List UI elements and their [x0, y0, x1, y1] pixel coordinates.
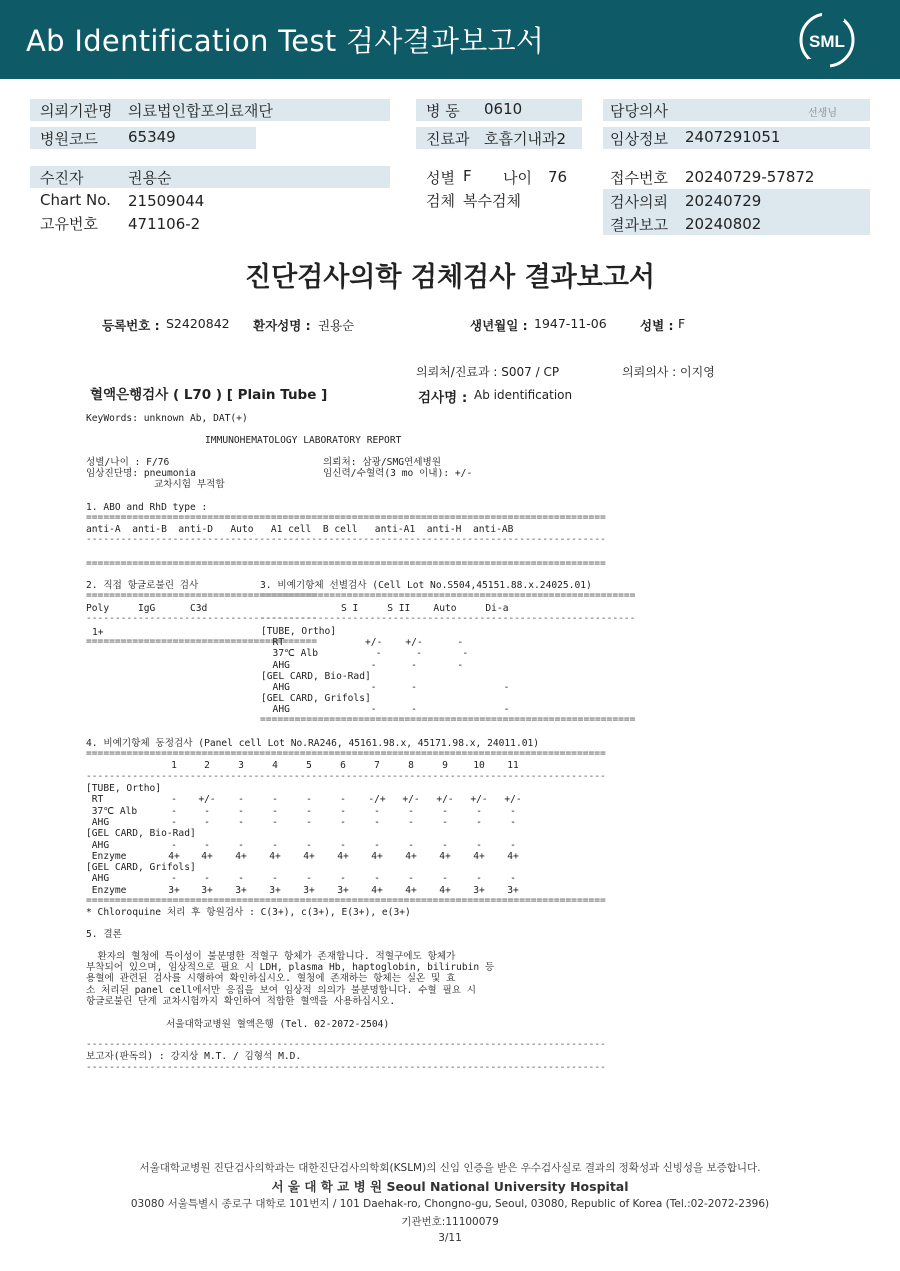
report-value: 20240802 [685, 215, 762, 233]
reg-value: S2420842 [166, 316, 230, 331]
panel-row-label: 37℃ Alb [86, 805, 138, 817]
conclusion-line: 항글로불린 단계 교차시험까지 확인하여 적합한 혈액을 사용하십시오. [86, 995, 396, 1007]
panel-column-header: 11 [507, 760, 519, 771]
test-name-value: Ab identification [474, 388, 573, 402]
panel-column-header: 2 [204, 760, 210, 771]
panel-cell: -/+ [368, 794, 386, 806]
sml-logo-icon [798, 11, 856, 69]
sex2-label: 성별 : [640, 318, 674, 333]
panel-cell: 4+ [507, 850, 519, 862]
chart-label: Chart No. [40, 191, 111, 209]
panel-row-label: Enzyme [86, 850, 127, 862]
panel-column-header: 7 [374, 760, 380, 771]
s3-row: [TUBE, Ortho] [261, 626, 337, 637]
panel-row-label: [GEL CARD, Grifols] [86, 862, 196, 874]
panel-cell: - [272, 816, 278, 828]
uid-label: 고유번호 [40, 215, 98, 233]
panel-row-label: RT [86, 794, 104, 806]
footer-hospital: 서 울 대 학 교 병 원 Seoul National University Hospital [271, 1179, 629, 1194]
rule: ------------------------------------------------------------------------------------------ [86, 771, 606, 782]
s3-row: RT +/- +/- - [261, 637, 464, 649]
s5-title: 5. 결론 [86, 929, 122, 940]
panel-cell: - [272, 805, 278, 817]
panel-cell: - [204, 816, 210, 828]
diagnosis: 임상진단명: pneumonia [86, 468, 196, 479]
dept-value: 호흡기내과2 [484, 130, 566, 148]
lab-title: IMMUNOHEMATOLOGY LABORATORY REPORT [205, 435, 402, 446]
panel-cell: - [476, 816, 482, 828]
panel-column-header: 8 [408, 760, 414, 771]
panel-cell: - [171, 873, 177, 885]
panel-column-header: 4 [272, 760, 278, 771]
panel-cell: - [171, 839, 177, 851]
s3-row: [GEL CARD, Bio-Rad] [261, 670, 371, 682]
s3-row: AHG - - - [261, 659, 464, 671]
uid-value: 471106-2 [128, 215, 201, 233]
page-title: Ab Identification Test 검사결과보고서 [26, 24, 545, 58]
rule: ========================================================================================== [86, 558, 606, 569]
panel-cell: - [374, 839, 380, 851]
footer-cert: 서울대학교병원 진단검사의학과는 대한진단검사의학회(KSLM)의 신임 인증을 받은 우수검사실로 결과의 정확성과 신빙성을 보증합니다. [139, 1162, 761, 1174]
panel-cell: +/- [470, 794, 488, 806]
dob-value: 1947-11-06 [534, 316, 607, 331]
panel-cell: - [510, 805, 516, 817]
doctor-suffix: 선생님 [808, 108, 837, 119]
rule: ------------------------------------------------------------------------------------------ [86, 1039, 606, 1050]
panel-cell: - [340, 794, 346, 806]
panel-cell: - [340, 873, 346, 885]
panel-cell: - [408, 805, 414, 817]
panel-cell: - [374, 873, 380, 885]
panel-cell: - [340, 839, 346, 851]
panel-cell: 4+ [439, 884, 451, 896]
panel-cell: - [306, 816, 312, 828]
panel-cell: - [306, 805, 312, 817]
panel-cell: - [408, 816, 414, 828]
conclusion-line: 환자의 혈청에 특이성이 불분명한 적혈구 항체가 존재합니다. 적혈구에도 항체가 [86, 951, 456, 962]
hosp-code-value: 65349 [128, 128, 176, 146]
s3-row: 37℃ Alb - - - [261, 648, 469, 660]
request-value: 20240729 [685, 192, 762, 210]
reporter: 보고자(판독의) : 강지상 M.T. / 김형석 M.D. [86, 1051, 302, 1062]
panel-cell: - [171, 794, 177, 806]
specimen-value: 복수검체 [463, 192, 521, 210]
patient-value: 권용순 [128, 169, 172, 187]
panel-cell: +/- [402, 794, 420, 806]
panel-cell: - [476, 839, 482, 851]
blood-bank: 서울대학교병원 혈액은행 (Tel. 02-2072-2504) [166, 1019, 390, 1030]
s4-title: 4. 비예기항체 동정검사 (Panel cell Lot No.RA246, 45161.98.x, 45171.98.x, 24011.01) [86, 738, 540, 749]
panel-cell: 4+ [405, 850, 417, 862]
panel-cell: 3+ [201, 884, 213, 896]
panel-row-label: [GEL CARD, Bio-Rad] [86, 828, 196, 840]
panel-row-label: Enzyme [86, 884, 127, 896]
ref-doctor: 의뢰의사 : 이지영 [622, 365, 715, 379]
s1-header: anti-A anti-B anti-D Auto A1 cell B cell anti-A1 anti-H anti-AB [86, 524, 514, 535]
crossmatch: 교차시험 부적합 [154, 479, 225, 490]
sex-age: 성별/나이 : F/76 [86, 457, 170, 468]
rule: ----------------------------------------------------------------- [260, 613, 636, 624]
chart-value: 21509044 [128, 192, 205, 210]
panel-cell: 4+ [168, 850, 180, 862]
clinical-value: 2407291051 [685, 128, 781, 146]
panel-cell: - [204, 805, 210, 817]
patient-label: 수진자 [40, 169, 84, 187]
rule: ======================================== [86, 590, 318, 601]
panel-cell: 4+ [303, 850, 315, 862]
panel-column-header: 3 [238, 760, 244, 771]
conclusion-line: 용혈에 관련된 검사를 시행하여 확인하십시오. 혈청에 존재하는 항체는 실온 및 효 [86, 973, 456, 985]
panel-cell: 4+ [337, 850, 349, 862]
doctor-label: 담당의사 [610, 102, 668, 120]
receipt-value: 20240729-57872 [685, 168, 815, 186]
panel-cell: - [238, 873, 244, 885]
panel-cell: 3+ [235, 884, 247, 896]
footer-inst: 기관번호:11100079 [401, 1216, 499, 1228]
dept-label: 진료과 [426, 130, 470, 148]
patient-box [30, 166, 390, 188]
s3-row: [GEL CARD, Grifols] [261, 693, 371, 705]
panel-cell: - [510, 839, 516, 851]
s3-row: AHG - - - [261, 704, 510, 716]
dob-label: 생년월일 : [470, 318, 528, 333]
panel-cell: - [442, 839, 448, 851]
page-number: 3/11 [438, 1232, 462, 1244]
s2-title: 2. 직접 항글로불린 검사 [86, 580, 199, 591]
panel-cell: - [442, 805, 448, 817]
ref-dept: 의뢰처/진료과 : S007 / CP [416, 365, 560, 379]
panel-cell: - [306, 794, 312, 806]
s3-title: 3. 비예기항체 선별검사 (Cell Lot No.S504,45151.88.x.24025.01) [260, 580, 592, 591]
conclusion-line: 소 처리된 panel cell에서만 응집을 보여 임상적 의의가 불분명합니다. 수혈 필요 시 [86, 984, 477, 996]
panel-row-label: AHG [86, 816, 110, 828]
ward-value: 0610 [484, 100, 523, 118]
panel-cell: 4+ [439, 850, 451, 862]
keywords: KeyWords: unknown Ab, DAT(+) [86, 413, 248, 424]
panel-cell: - [204, 873, 210, 885]
panel-cell: - [408, 839, 414, 851]
s3-header: S I S II Auto Di-a [341, 603, 509, 614]
report-title: 진단검사의학 검체검사 결과보고서 [244, 262, 656, 293]
panel-cell: 3+ [473, 884, 485, 896]
rule: ========================================================================================== [86, 748, 606, 759]
panel-cell: +/- [436, 794, 454, 806]
report-label: 결과보고 [610, 216, 668, 234]
panel-cell: +/- [504, 794, 522, 806]
sex2-value: F [678, 316, 686, 331]
panel-cell: - [272, 873, 278, 885]
panel-cell: - [171, 805, 177, 817]
test-name-label: 검사명 : [418, 390, 468, 406]
panel-cell: 3+ [507, 884, 519, 896]
receipt-label: 접수번호 [610, 169, 668, 187]
panel-cell: 4+ [405, 884, 417, 896]
panel-cell: 4+ [201, 850, 213, 862]
panel-cell: 4+ [371, 884, 383, 896]
s2-value: 1+ [92, 627, 104, 638]
sex-value: F [463, 167, 472, 185]
request-label: 검사의뢰 [610, 193, 668, 211]
header-bar [0, 0, 900, 79]
panel-cell: - [408, 873, 414, 885]
age-label: 나이 [503, 169, 532, 187]
panel-cell: - [238, 805, 244, 817]
panel-cell: - [442, 816, 448, 828]
conclusion-line: 부착되어 있으며, 임상적으로 필요 시 LDH, plasma Hb, haptoglobin, bilirubin 등 [86, 962, 495, 974]
ward-label: 병 동 [426, 102, 460, 120]
panel-cell: 4+ [473, 850, 485, 862]
sex-label: 성별 [426, 169, 455, 187]
panel-cell: - [340, 805, 346, 817]
s3-row: AHG - - - [261, 682, 510, 693]
panel-cell: - [510, 816, 516, 828]
panel-cell: - [238, 794, 244, 806]
panel-cell: 3+ [337, 884, 349, 896]
panel-cell: - [171, 816, 177, 828]
panel-cell: - [238, 816, 244, 828]
rule: ------------------------------------------------------------------------------------------ [86, 534, 606, 545]
panel-cell: 4+ [269, 850, 281, 862]
panel-cell: 4+ [371, 850, 383, 862]
panel-cell: 3+ [303, 884, 315, 896]
panel-column-header: 1 [171, 760, 177, 771]
rule: ======================================== [86, 636, 318, 647]
client-label: 의뢰기관명 [40, 102, 113, 120]
rule: ========================================================================================== [86, 512, 606, 523]
section-title: 혈액은행검사 ( L70 ) [ Plain Tube ] [90, 387, 328, 403]
panel-cell: - [204, 839, 210, 851]
logo-text: SML [809, 32, 845, 51]
referrer: 의뢰처: 삼광/SMG연세병원 [323, 457, 442, 468]
specimen-label: 검체 [426, 192, 455, 210]
s4-note: * Chloroquine 처리 후 항원검사 : C(3+), c(3+), E(3+), e(3+) [86, 907, 411, 918]
panel-cell: - [306, 873, 312, 885]
rule: ------------------------------------------------------------------------------------------ [86, 1062, 606, 1073]
panel-row-label: [TUBE, Ortho] [86, 783, 162, 794]
panel-column-header: 5 [306, 760, 312, 771]
panel-cell: +/- [198, 794, 216, 806]
panel-cell: - [442, 873, 448, 885]
name-label: 환자성명 : [253, 318, 311, 333]
panel-row-label: AHG [86, 873, 110, 885]
panel-cell: - [476, 873, 482, 885]
s2-header: Poly IgG C3d [86, 603, 208, 614]
panel-cell: - [510, 873, 516, 885]
panel-cell: - [272, 794, 278, 806]
name-value: 권용순 [318, 318, 355, 333]
rule: ========================================================================================== [86, 895, 606, 906]
panel-cell: 4+ [235, 850, 247, 862]
panel-cell: - [306, 839, 312, 851]
panel-column-header: 9 [442, 760, 448, 771]
panel-row-label: AHG [86, 839, 110, 851]
panel-cell: - [340, 816, 346, 828]
hosp-code-label: 병원코드 [40, 130, 98, 148]
client-value: 의료법인합포의료재단 [128, 102, 273, 120]
rule: ---------------------------------------- [86, 613, 318, 624]
panel-cell: - [374, 805, 380, 817]
reg-label: 등록번호 : [102, 318, 160, 333]
s1-title: 1. ABO and RhD type : [86, 502, 208, 513]
panel-cell: 3+ [168, 884, 180, 896]
panel-column-header: 6 [340, 760, 346, 771]
panel-column-header: 10 [473, 760, 485, 771]
panel-cell: - [476, 805, 482, 817]
age-value: 76 [548, 168, 568, 186]
clinical-label: 임상정보 [610, 130, 668, 148]
pregnancy: 임신력/수혈력(3 mo 이내): +/- [323, 468, 473, 479]
panel-cell: - [272, 839, 278, 851]
rule: ================================================================= [260, 714, 636, 725]
footer-address: 03080 서울특별시 종로구 대학로 101번지 / 101 Daehak-ro, Chongno-gu, Seoul, 03080, Republic of Korea (Tel.:02-2072-2396) [130, 1198, 770, 1210]
panel-cell: 3+ [269, 884, 281, 896]
rule: ================================================================= [260, 590, 636, 601]
panel-cell: - [238, 839, 244, 851]
panel-cell: - [374, 816, 380, 828]
